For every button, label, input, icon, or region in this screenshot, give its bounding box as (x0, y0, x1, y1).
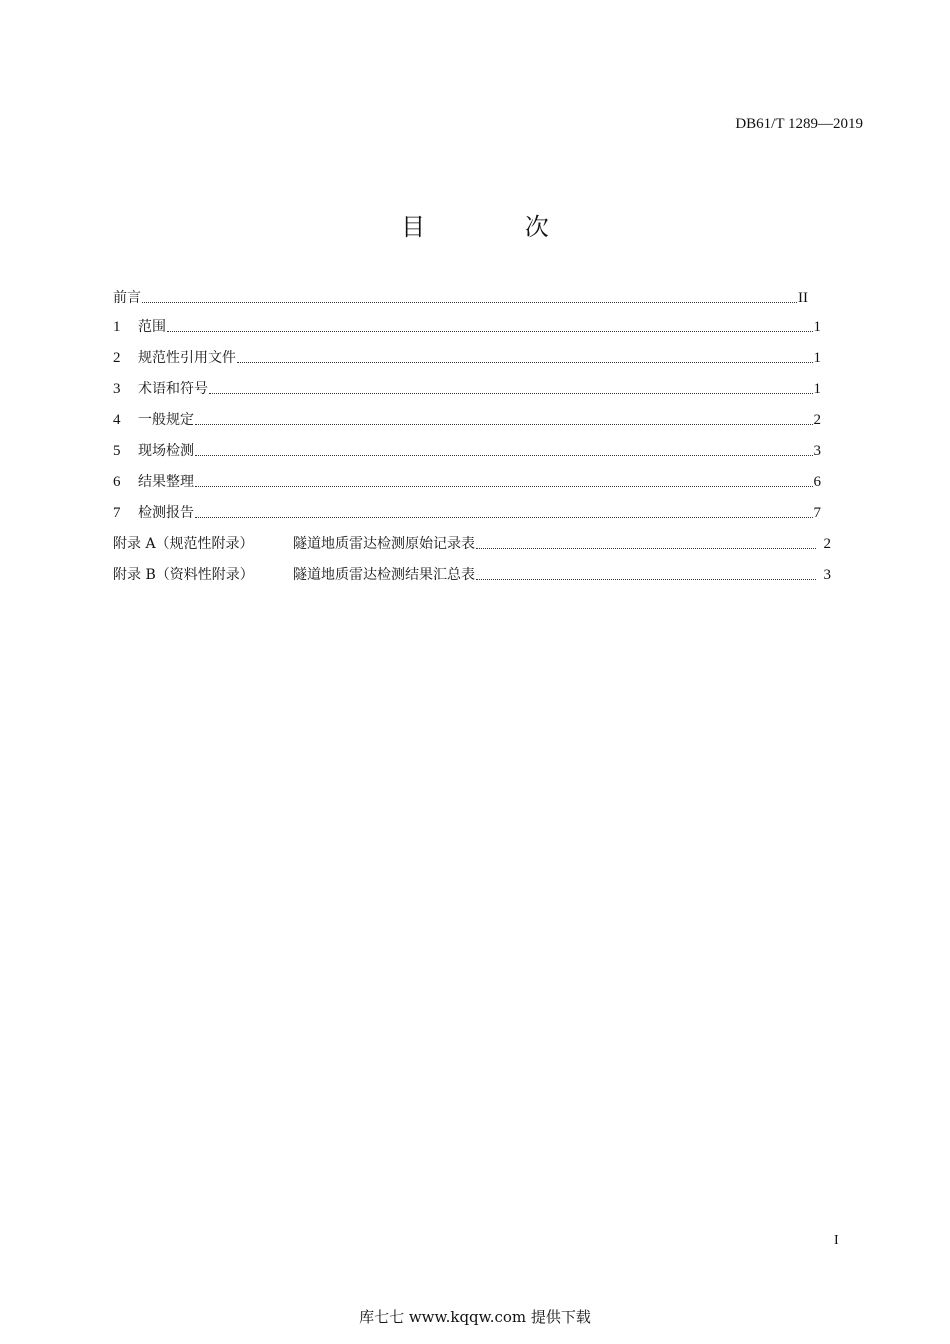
toc-appendix-a[interactable] (113, 531, 831, 553)
toc-appendix-b[interactable] (113, 562, 831, 584)
toc-entry-number: 6 (113, 474, 121, 490)
toc-entry-page: 2 (813, 412, 821, 428)
toc-dot-leader (209, 392, 813, 394)
toc-entry-foreword[interactable] (113, 285, 808, 307)
toc-entry-field-testing[interactable] (113, 438, 821, 460)
toc-dot-leader (195, 485, 813, 487)
toc-dot-leader (195, 454, 813, 456)
toc-appendix-label: 附录 A（规范性附录） (113, 536, 254, 552)
page-number: I (834, 1233, 839, 1248)
toc-entry-page: 1 (813, 319, 821, 335)
toc-entry-result-processing[interactable] (113, 469, 821, 491)
toc-entry-text: 现场检测 (138, 443, 194, 459)
footer-download-note: 库七七 www.kqqw.com 提供下载 (359, 1308, 591, 1326)
toc-entry-page: 1 (813, 381, 821, 397)
toc-entry-number: 4 (113, 412, 121, 428)
toc-entry-text: 规范性引用文件 (138, 350, 236, 366)
toc-entry-number: 1 (113, 319, 121, 335)
toc-entry-text: 术语和符号 (138, 381, 208, 397)
toc-dot-leader (167, 330, 813, 332)
toc-entry-text: 隧道地质雷达检测结果汇总表 (293, 567, 475, 583)
toc-dot-leader (476, 578, 816, 580)
toc-entry-terms-symbols[interactable] (113, 376, 821, 398)
toc-dot-leader (195, 516, 813, 518)
toc-entry-number: 7 (113, 505, 121, 521)
toc-entry-page: 3 (823, 567, 831, 583)
toc-entry-page: 1 (813, 350, 821, 366)
toc-title: 目 次 (401, 213, 595, 241)
toc-entry-page: 2 (823, 536, 831, 552)
toc-dot-leader (476, 547, 816, 549)
toc-entry-number: 3 (113, 381, 121, 397)
toc-dot-leader (195, 423, 813, 425)
toc-entry-page: 3 (813, 443, 821, 459)
toc-appendix-label: 附录 B（资料性附录） (113, 567, 254, 583)
toc-entry-test-report[interactable] (113, 500, 821, 522)
toc-entry-scope[interactable] (113, 314, 821, 336)
toc-entry-page: 7 (813, 505, 821, 521)
toc-entry-text: 隧道地质雷达检测原始记录表 (293, 536, 475, 552)
toc-dot-leader (237, 361, 813, 363)
toc-entry-page: II (798, 290, 808, 306)
toc-dot-leader (142, 301, 797, 303)
toc-entry-text: 范围 (138, 319, 166, 335)
toc-entry-text: 结果整理 (138, 474, 194, 490)
toc-entry-general-provisions[interactable] (113, 407, 821, 429)
toc-entry-text: 前言 (113, 290, 141, 306)
toc-entry-normative-references[interactable] (113, 345, 821, 367)
toc-entry-text: 一般规定 (138, 412, 194, 428)
toc-entry-number: 2 (113, 350, 121, 366)
toc-entry-page: 6 (813, 474, 821, 490)
toc-entry-text: 检测报告 (138, 505, 194, 521)
document-code: DB61/T 1289—2019 (735, 116, 863, 132)
toc-entry-number: 5 (113, 443, 121, 459)
